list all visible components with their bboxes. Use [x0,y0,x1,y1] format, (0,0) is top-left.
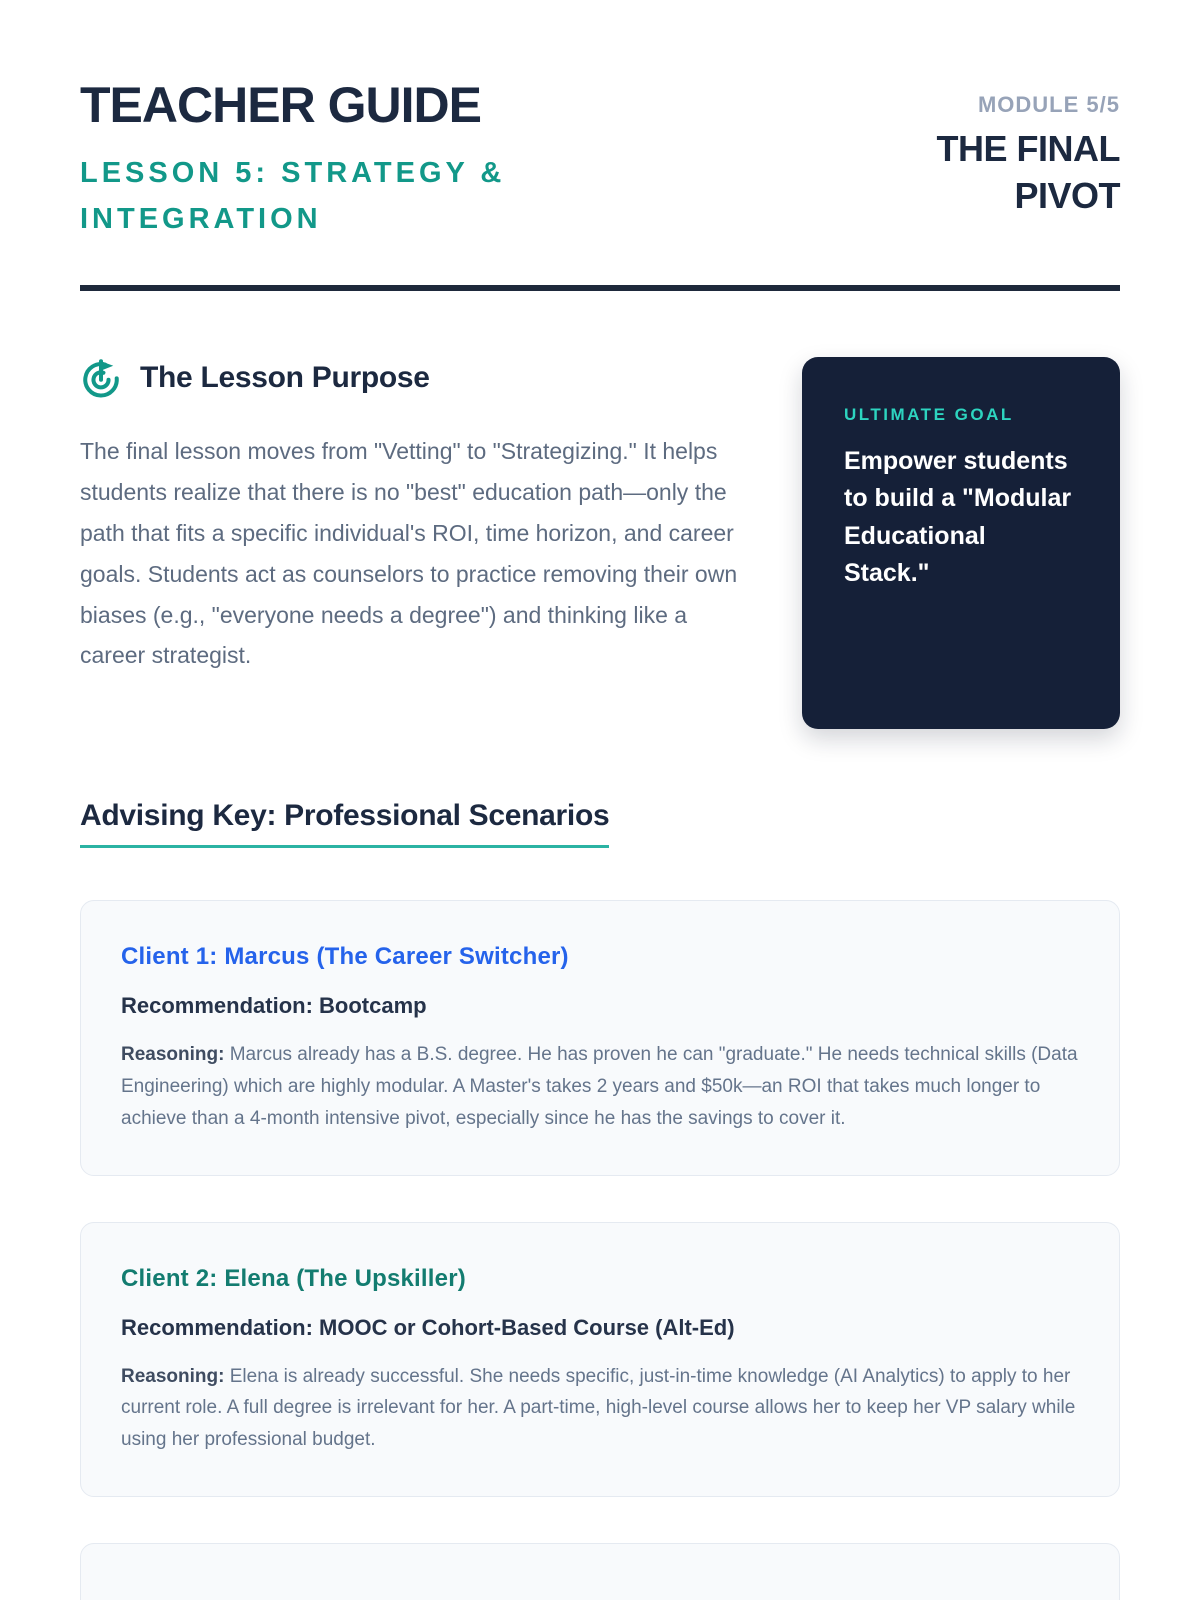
scenario-card-client-3-partial [80,1543,1120,1600]
lesson-purpose-body: The final lesson moves from "Vetting" to "Strategizing." It helps students realize that there is no "best" education path—only the path that fits a specific individual's ROI, time horizon, and career goals. Students act as counselors to practice removing their own biases (e.g., "everyone needs a degree") and thinking like a career strategist. [80,437,738,669]
page-title: TEACHER GUIDE [80,77,481,133]
goal-target-flag-icon [80,357,122,399]
client-2-title: Client 2: Elena (The Upskiller) [121,1264,466,1292]
scenario-card-client-1 [80,900,1120,1176]
ultimate-goal-card [802,357,1120,729]
lesson-subtitle: LESSON 5: STRATEGY & INTEGRATION [80,157,506,236]
client-2-reasoning-text: Elena is already successful. She needs specific, just-in-time knowledge (AI Analytics) to apply to her current role. A full degree is irrelevant for her. A part-time, high-level course allows her to keep her VP salary while using her professional budget. [121,1365,1076,1451]
client-2-reasoning [121,1361,1079,1457]
lesson-purpose-heading-row [80,357,740,399]
client-1-recommendation: Recommendation: Bootcamp [121,992,427,1018]
client-1-title: Client 1: Marcus (The Career Switcher) [121,942,569,970]
scenario-card-client-2 [80,1222,1120,1498]
scenario-cards [80,900,1120,1600]
client-2-recommendation: Recommendation: MOOC or Cohort-Based Course (Alt-Ed) [121,1314,735,1340]
client-2-reasoning-label: Reasoning: [121,1365,225,1387]
lesson-purpose-text-column [80,357,740,677]
advising-key-heading-wrap [80,799,1120,848]
client-1-reasoning-label: Reasoning: [121,1043,225,1065]
lesson-purpose-section [80,357,1120,729]
lesson-purpose-heading: The Lesson Purpose [140,360,430,394]
module-title: THE FINAL PIVOT [936,128,1120,216]
header-right [900,78,1120,220]
module-label: MODULE 5/5 [977,92,1120,117]
ultimate-goal-text: Empower students to build a "Modular Educational Stack." [844,446,1072,588]
client-1-reasoning [121,1039,1079,1135]
header-left [80,78,620,243]
ultimate-goal-label: ULTIMATE GOAL [844,404,1014,424]
header-divider [80,285,1120,291]
advising-key-heading: Advising Key: Professional Scenarios [80,799,609,848]
client-1-reasoning-text: Marcus already has a B.S. degree. He has proven he can "graduate." He needs technical skills (Data Engineering) which are highly modular. A Master's takes 2 years and $50k—an ROI that takes much longer to achieve than a 4-month intensive pivot, especially since he has the savings to cover it. [121,1043,1078,1129]
header [80,78,1120,243]
